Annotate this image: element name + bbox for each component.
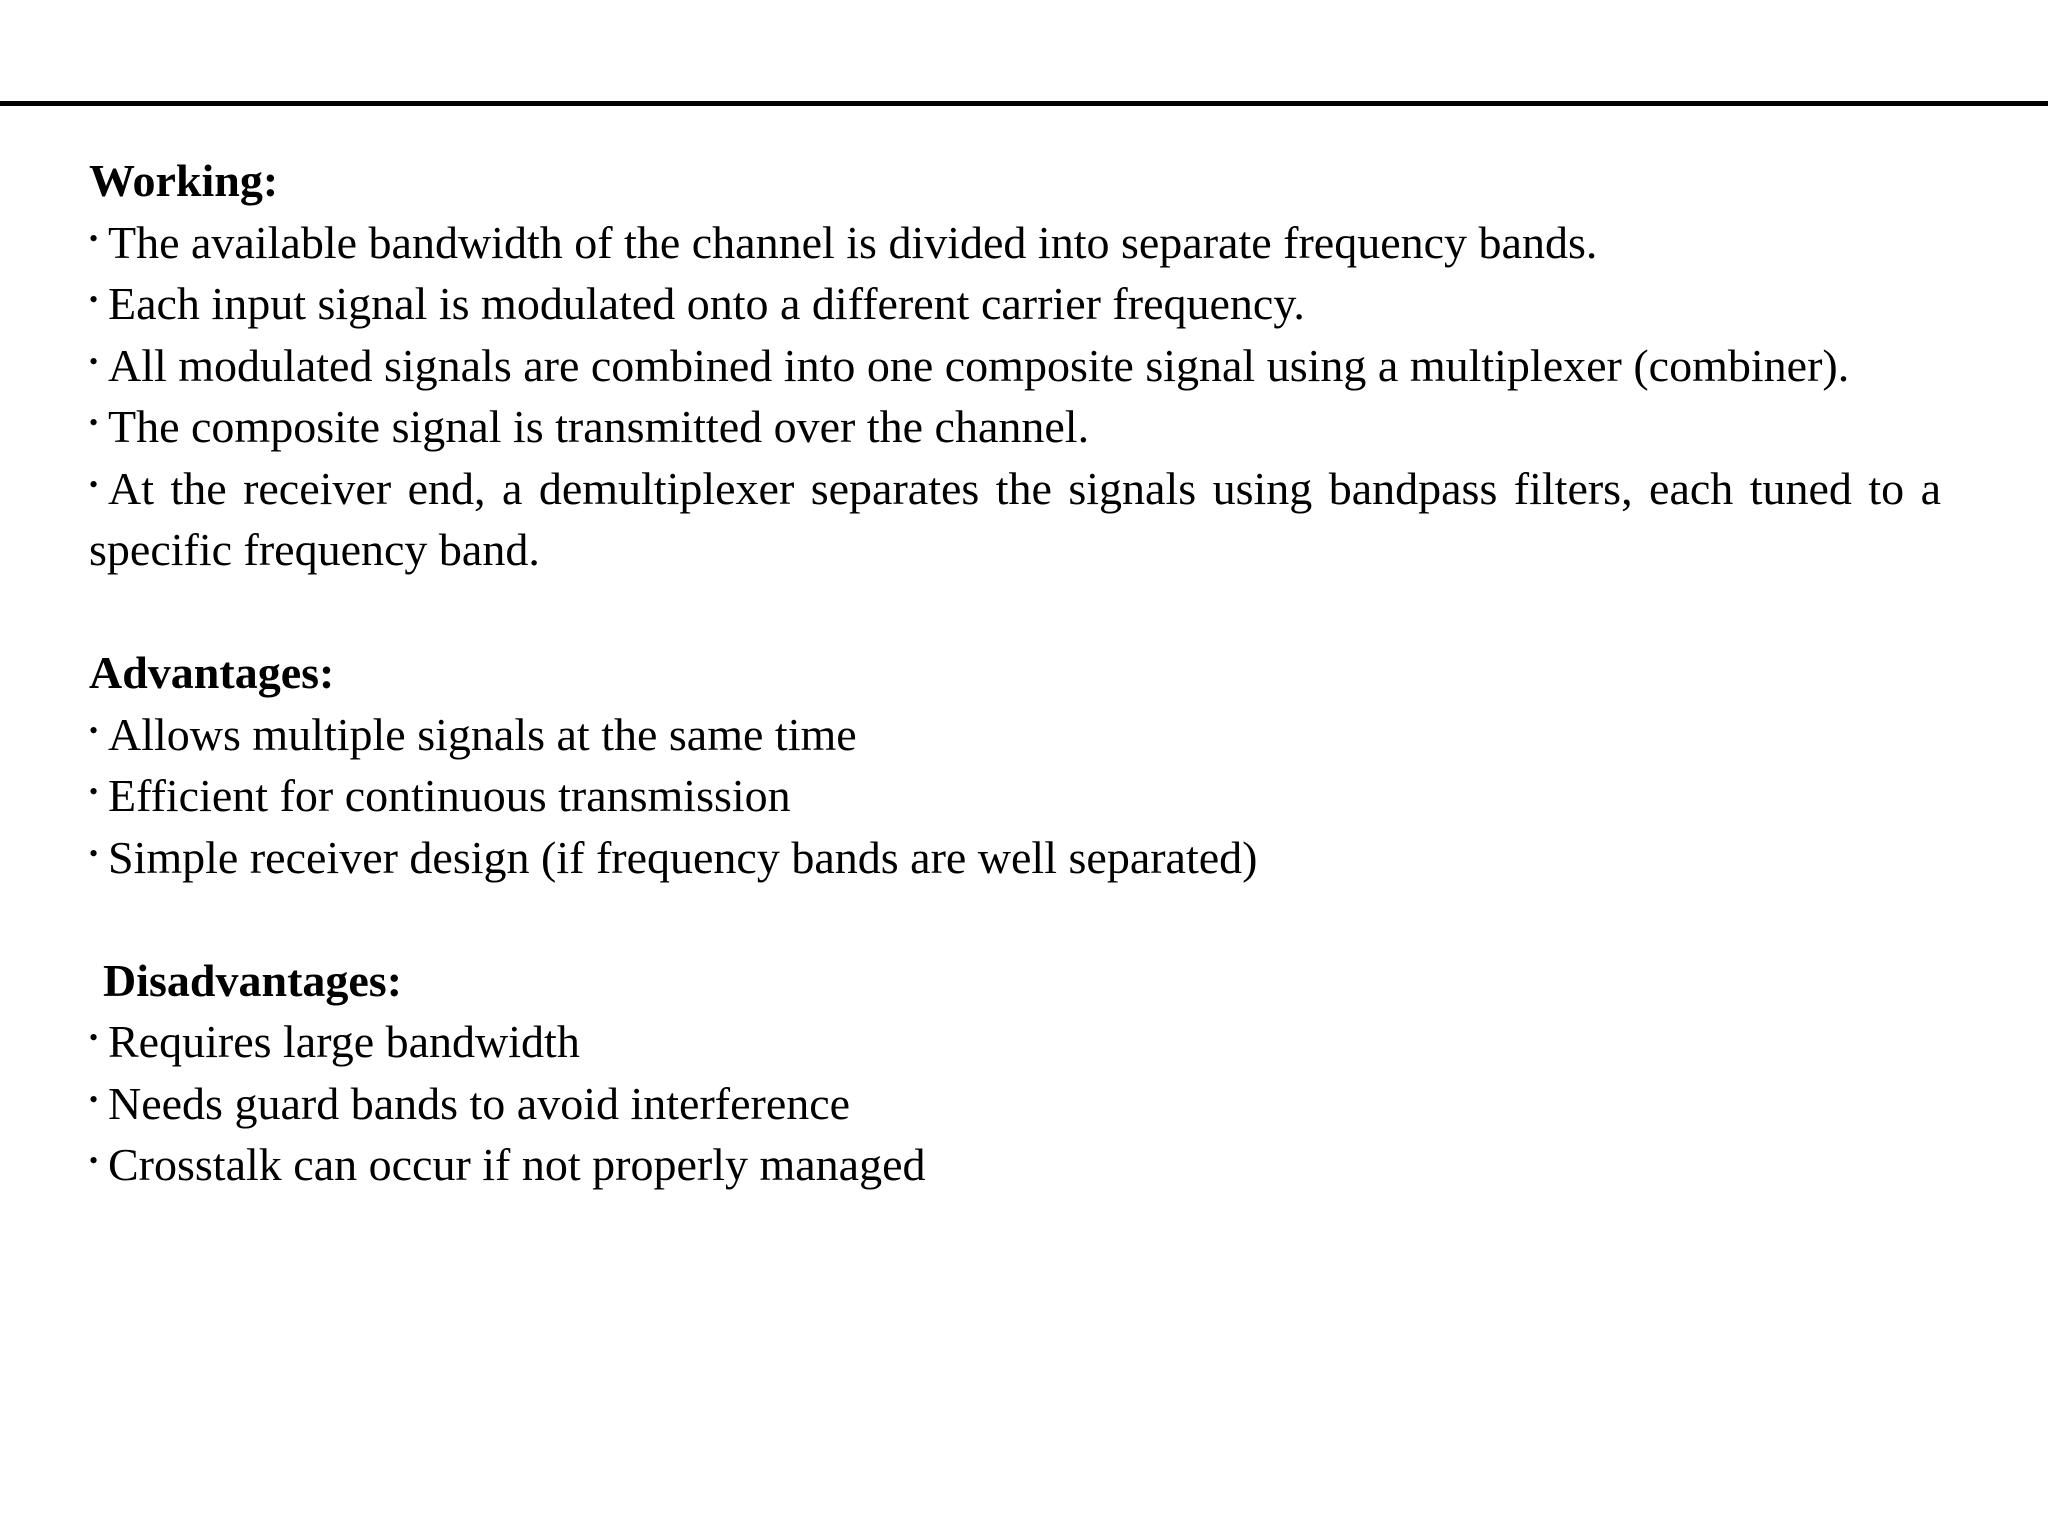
document-body [89,150,1941,1196]
list-item: • The available bandwidth of the channel is divided into separate frequency bands. [89,216,1598,268]
list-item-text: Crosstalk can occur if not properly managed [108,1139,926,1190]
list-item: • Crosstalk can occur if not properly managed [89,1139,926,1190]
working-list [89,212,1941,581]
list-item: • Efficient for continuous transmission [89,770,791,821]
list-item: • Simple receiver design (if frequency bands are well separated) [89,831,1258,883]
list-item-text: All modulated signals are combined into one composite signal using a multiplexer (combiner). [108,339,1850,391]
list-item: • Allows multiple signals at the same time [89,708,857,760]
list-item: • Each input signal is modulated onto a different carrier frequency. [89,278,1305,329]
list-item-text: Efficient for continuous transmission [108,770,791,821]
working-heading: Working: [89,155,279,206]
disadvantages-heading: Disadvantages: [103,954,403,1006]
list-item-text: Allows multiple signals at the same time [108,708,857,760]
list-item: • At the receiver end, a demultiplexer separates the signals using bandpass filters, each tuned to a specific frequency band. [89,462,1941,575]
list-item-text: The composite signal is transmitted over the channel. [108,401,1090,452]
list-item: • The composite signal is transmitted over the channel. [89,401,1090,452]
list-item-text: Each input signal is modulated onto a different carrier frequency. [108,278,1305,329]
list-item-text: At the receiver end, a demultiplexer separates the signals using bandpass filters, each tuned to a specific frequency band. [89,462,1941,575]
list-item: • Needs guard bands to avoid interference [89,1077,851,1129]
list-item: • Requires large bandwidth [89,1016,580,1067]
disadvantages-list [89,1011,1941,1196]
top-divider [0,101,2048,106]
list-item: • All modulated signals are combined into one composite signal using a multiplexer (combiner). [89,339,1850,391]
list-item-text: Requires large bandwidth [108,1016,580,1067]
section-spacer [89,888,1941,950]
section-spacer [89,581,1941,643]
list-item-text: Needs guard bands to avoid interference [108,1077,851,1129]
advantages-list [89,704,1941,889]
list-item-text: Simple receiver design (if frequency bands are well separated) [108,831,1258,883]
advantages-heading: Advantages: [89,647,335,698]
list-item-text: The available bandwidth of the channel is divided into separate frequency bands. [108,216,1598,268]
